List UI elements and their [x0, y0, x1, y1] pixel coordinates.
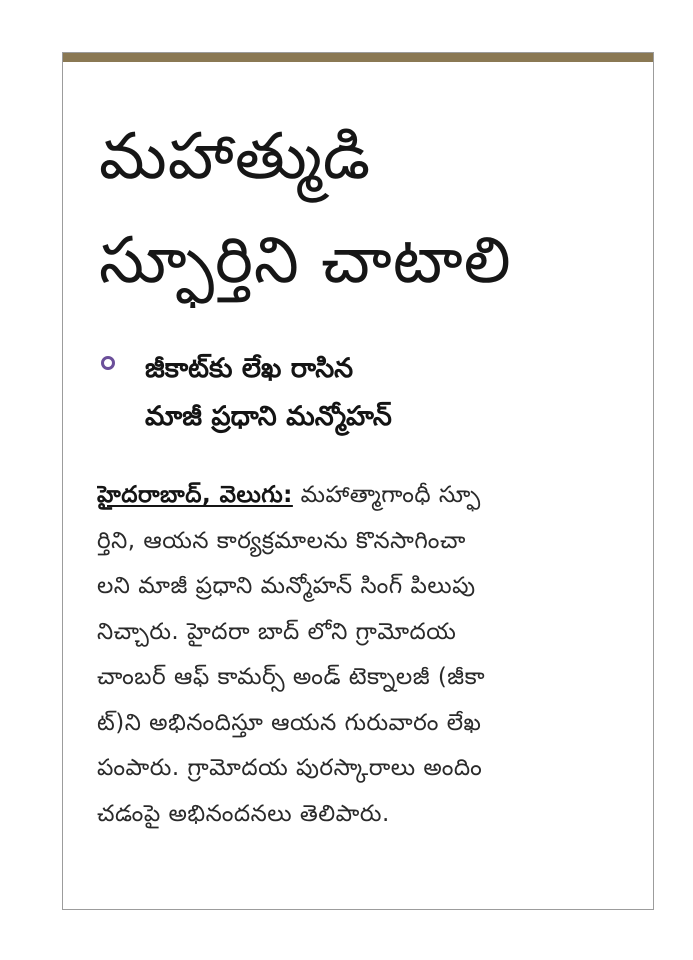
headline — [99, 105, 629, 313]
body-line-1-text: మహాత్మాగాంధీ స్ఫూ — [292, 482, 481, 508]
headline-line-1: మహాత్ముడి — [99, 120, 372, 194]
headline-line-2: స్ఫూర్తిని చాటాలి — [99, 224, 512, 298]
body-line-8: చడంపై అభినందనలు తెలిపారు. — [97, 800, 390, 827]
body-line-5: చాంబర్ ఆఫ్ కామర్స్ అండ్ టెక్నాలజీ (జీకా — [97, 664, 486, 690]
body-line-7: పంపారు. గ్రామోదయ పురస్కారాలు అందిం — [97, 755, 483, 781]
body-line-6: ట్)ని అభినందిస్తూ ఆయన గురువారం లేఖ — [97, 709, 482, 736]
top-rule — [63, 53, 653, 62]
body-line-3: లని మాజీ ప్రధాని మన్మోహన్ సింగ్ పిలుపు — [97, 573, 476, 599]
body-line-4: నిచ్చారు. హైదరా బాద్ లోని గ్రామోదయ — [97, 618, 457, 645]
subheadline-line-2: మాజీ ప్రధాని మన్మోహన్ — [145, 401, 392, 432]
news-clipping — [62, 52, 654, 910]
body-line-2: ర్తిని, ఆయన కార్యక్రమాలను కొనసాగించా — [97, 527, 466, 554]
subheadline-line-1: జీకాట్‌కు లేఖ రాసిన — [145, 353, 354, 384]
article-body — [97, 473, 627, 837]
dateline: హైదరాబాద్, వెలుగు: — [97, 482, 293, 508]
body-line-1 — [97, 473, 627, 519]
subheadline-text — [145, 345, 615, 441]
circle-bullet-icon — [101, 356, 115, 370]
